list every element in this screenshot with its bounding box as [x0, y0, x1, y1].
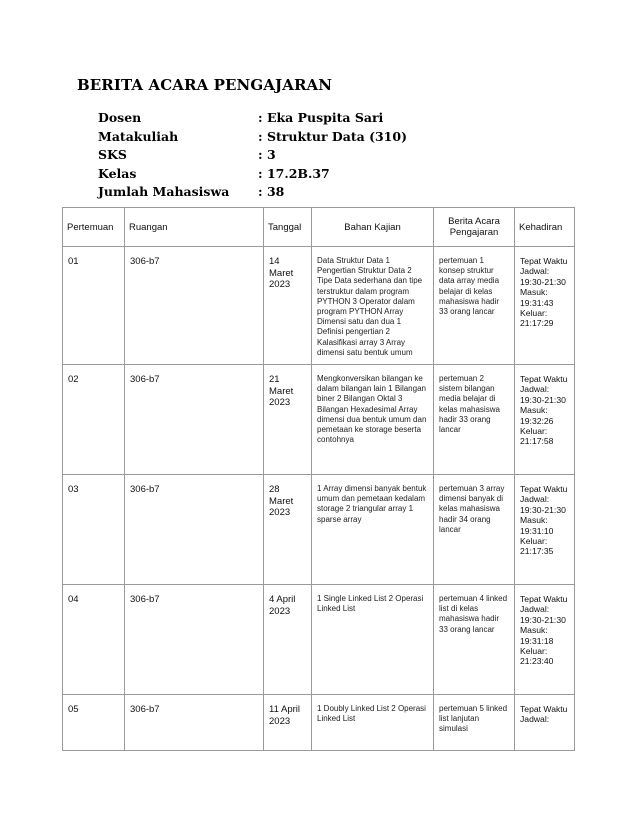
cell-bahan-kajian: Mengkonversikan bilangan ke dalam bilangan lain 1 Bilangan biner 2 Bilangan Oktal 3 Bilangan Hexadesimal Array dimensi dua bentuk umum dan pemetaan ke storage beserta contohnya [312, 365, 434, 475]
cell-tanggal: 14 Maret 2023 [264, 247, 312, 365]
cell-pertemuan: 04 [63, 585, 125, 695]
cell-tanggal: 4 April 2023 [264, 585, 312, 695]
table-row [63, 247, 575, 365]
table-row [63, 695, 575, 751]
cell-bahan-kajian: Data Struktur Data 1 Pengertian Struktur Data 2 Tipe Data sederhana dan tipe terstruktur dalam program PYTHON 3 Operator dalam program PYTHON Array Dimensi satu dan dua 1 Definisi pengertian 2 Kalasifikasi array 3 Array dimensi satu bentuk umum [312, 247, 434, 365]
header-bahan-kajian: Bahan Kajian [312, 208, 434, 247]
cell-bahan-kajian: 1 Array dimensi banyak bentuk umum dan pemetaan kedalam storage 2 triangular array 1 sparse array [312, 475, 434, 585]
header-pertemuan: Pertemuan [63, 208, 125, 247]
cell-ruangan: 306-b7 [125, 585, 264, 695]
info-label: Dosen [98, 110, 142, 125]
header-berita-acara: Berita Acara Pengajaran [434, 208, 515, 247]
cell-berita-acara: pertemuan 1 konsep struktur data array media belajar di kelas mahasiswa hadir 33 orang lancar [434, 247, 515, 365]
cell-tanggal: 28 Maret 2023 [264, 475, 312, 585]
cell-bahan-kajian: 1 Single Linked List 2 Operasi Linked List [312, 585, 434, 695]
cell-kehadiran: Tepat Waktu Jadwal: 19:30-21:30 Masuk: 19:31:43 Keluar: 21:17:29 [515, 247, 575, 365]
cell-ruangan: 306-b7 [125, 247, 264, 365]
info-value: : 3 [258, 147, 276, 162]
cell-berita-acara: pertemuan 2 sistem bilangan media belajar di kelas mahasiswa hadir 33 orang lancar [434, 365, 515, 475]
header-tanggal: Tanggal [264, 208, 312, 247]
header-kehadiran: Kehadiran [515, 208, 575, 247]
cell-pertemuan: 01 [63, 247, 125, 365]
cell-ruangan: 306-b7 [125, 695, 264, 751]
cell-ruangan: 306-b7 [125, 475, 264, 585]
document-title: BERITA ACARA PENGAJARAN [77, 76, 333, 94]
cell-pertemuan: 03 [63, 475, 125, 585]
info-label: SKS [98, 147, 127, 162]
cell-berita-acara: pertemuan 5 linked list lanjutan simulasi [434, 695, 515, 751]
cell-pertemuan: 05 [63, 695, 125, 751]
cell-tanggal: 21 Maret 2023 [264, 365, 312, 475]
info-label: Matakuliah [98, 128, 179, 144]
cell-kehadiran: Tepat Waktu Jadwal: 19:30-21:30 Masuk: 19:32:26 Keluar: 21:17:58 [515, 365, 575, 475]
cell-pertemuan: 02 [63, 365, 125, 475]
attendance-table [62, 207, 575, 751]
info-value: : 17.2B.37 [258, 165, 330, 181]
info-value: : Struktur Data (310) [258, 128, 407, 144]
table-row [63, 585, 575, 695]
cell-kehadiran: Tepat Waktu Jadwal: [515, 695, 575, 751]
cell-berita-acara: pertemuan 4 linked list di kelas mahasiswa hadir 33 orang lancar [434, 585, 515, 695]
cell-kehadiran: Tepat Waktu Jadwal: 19:30-21:30 Masuk: 19:31:18 Keluar: 21:23:40 [515, 585, 575, 695]
cell-ruangan: 306-b7 [125, 365, 264, 475]
cell-tanggal: 11 April 2023 [264, 695, 312, 751]
cell-bahan-kajian: 1 Doubly Linked List 2 Operasi Linked List [312, 695, 434, 751]
table-row [63, 475, 575, 585]
cell-kehadiran: Tepat Waktu Jadwal: 19:30-21:30 Masuk: 19:31:10 Keluar: 21:17:35 [515, 475, 575, 585]
table-header-row [63, 208, 575, 247]
header-ruangan: Ruangan [125, 208, 264, 247]
info-label: Kelas [98, 165, 137, 181]
info-value: : 38 [258, 184, 285, 199]
info-value: : Eka Puspita Sari [258, 110, 384, 125]
info-label: Jumlah Mahasiswa [98, 184, 230, 199]
cell-berita-acara: pertemuan 3 array dimensi banyak di kelas mahasiswa hadir 34 orang lancar [434, 475, 515, 585]
table-row [63, 365, 575, 475]
